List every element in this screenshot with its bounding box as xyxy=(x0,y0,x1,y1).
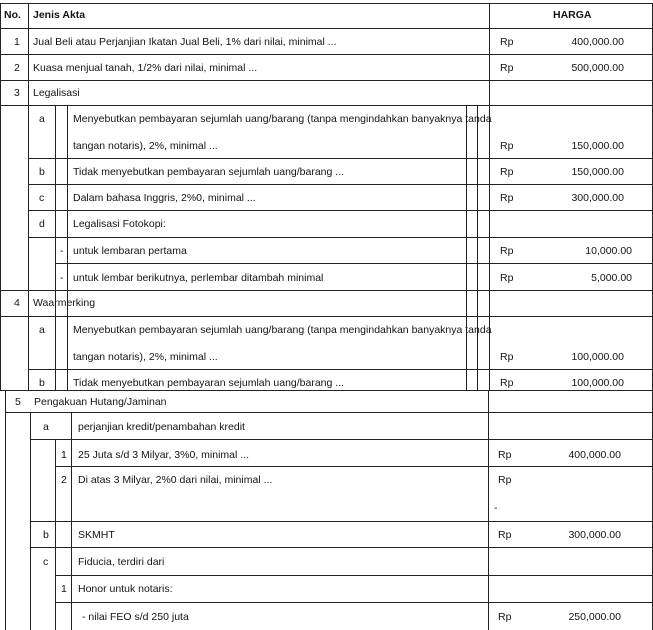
price-value: 300,000.00 xyxy=(571,192,624,204)
row-divider xyxy=(55,602,653,603)
row-number: 1 xyxy=(14,36,20,48)
row-description: - nilai FEO s/d 250 juta xyxy=(82,611,189,623)
price-value: 150,000.00 xyxy=(571,140,624,152)
dash-marker: - xyxy=(494,502,498,514)
row-divider xyxy=(55,466,653,467)
dash-marker: - xyxy=(60,245,64,257)
row-description: tangan notaris), 2%, minimal ... xyxy=(73,140,218,152)
row-description: Legalisasi Fotokopi: xyxy=(73,218,166,230)
currency-label: Rp xyxy=(498,529,512,541)
row-divider xyxy=(0,316,653,317)
col-divider xyxy=(488,390,489,630)
currency-label: Rp xyxy=(498,611,512,623)
row-description: Legalisasi xyxy=(33,87,80,99)
dash-marker: - xyxy=(60,272,64,284)
row-description: SKMHT xyxy=(78,529,115,541)
currency-label: Rp xyxy=(498,474,512,486)
price-value: 400,000.00 xyxy=(571,36,624,48)
sub-letter: b xyxy=(43,529,49,541)
header-no: No. xyxy=(4,9,21,21)
row-divider xyxy=(5,412,653,413)
sub-letter: c xyxy=(39,192,45,204)
row-divider xyxy=(30,439,653,440)
currency-label: Rp xyxy=(500,36,514,48)
sub-number: 1 xyxy=(61,449,67,461)
currency-label: Rp xyxy=(500,140,514,152)
sub-letter: a xyxy=(39,324,45,336)
header-harga: HARGA xyxy=(553,9,592,21)
col-divider xyxy=(71,412,72,630)
price-value: 100,000.00 xyxy=(571,351,624,363)
row-divider xyxy=(28,184,653,185)
row-description: Menyebutkan pembayaran sejumlah uang/barang (tanpa mengindahkan banyaknya tanda xyxy=(73,113,492,125)
row-description: untuk lembar berikutnya, perlembar ditambah minimal xyxy=(73,272,324,284)
row-divider xyxy=(30,547,653,548)
row-number: 3 xyxy=(14,87,20,99)
row-number: 2 xyxy=(14,62,20,74)
row-description: Waarmerking xyxy=(33,297,96,309)
row-divider xyxy=(0,54,653,55)
row-description: Pengakuan Hutang/Jaminan xyxy=(34,396,167,408)
currency-label: Rp xyxy=(498,449,512,461)
row-description: Kuasa menjual tanah, 1/2% dari nilai, minimal ... xyxy=(33,62,258,74)
row-number: 5 xyxy=(15,396,21,408)
col-divider xyxy=(477,105,478,390)
row-description: Dalam bahasa Inggris, 2%0, minimal ... xyxy=(73,192,256,204)
row-description: Fiducia, terdiri dari xyxy=(78,556,165,568)
row-divider xyxy=(30,521,653,522)
row-description: 25 Juta s/d 3 Milyar, 3%0, minimal ... xyxy=(78,449,249,461)
price-value: 250,000.00 xyxy=(568,611,621,623)
row-divider xyxy=(55,575,653,576)
header-jenis-akta: Jenis Akta xyxy=(33,9,86,21)
row-divider xyxy=(28,158,653,159)
price-value: 5,000.00 xyxy=(591,272,632,284)
row-divider xyxy=(55,263,653,264)
sub-letter: d xyxy=(39,218,45,230)
section-divider xyxy=(0,390,653,391)
col-divider xyxy=(466,105,467,390)
table-border xyxy=(5,390,6,630)
currency-label: Rp xyxy=(500,351,514,363)
row-description: Tidak menyebutkan pembayaran sejumlah uang/barang ... xyxy=(73,166,345,178)
sub-number: 2 xyxy=(61,474,67,486)
sub-letter: c xyxy=(43,556,49,568)
currency-label: Rp xyxy=(500,245,514,257)
price-value: 300,000.00 xyxy=(568,529,621,541)
sub-letter: a xyxy=(43,421,49,433)
row-description: Honor untuk notaris: xyxy=(78,583,173,595)
row-divider xyxy=(0,28,653,29)
col-divider xyxy=(67,105,68,390)
currency-label: Rp xyxy=(500,192,514,204)
price-value: 100,000.00 xyxy=(571,377,624,389)
price-value: 500,000.00 xyxy=(571,62,624,74)
row-description: untuk lembaran pertama xyxy=(73,245,187,257)
row-description: Jual Beli atau Perjanjian Ikatan Jual Beli, 1% dari nilai, minimal ... xyxy=(33,36,337,48)
col-divider xyxy=(30,412,31,630)
sub-number: 1 xyxy=(61,583,67,595)
table-border xyxy=(0,3,1,390)
row-description: perjanjian kredit/penambahan kredit xyxy=(78,421,245,433)
col-divider xyxy=(28,3,29,390)
row-description: tangan notaris), 2%, minimal ... xyxy=(73,351,218,363)
row-divider xyxy=(0,105,653,106)
row-divider xyxy=(28,210,653,211)
sub-letter: b xyxy=(39,377,45,389)
row-divider xyxy=(0,290,653,291)
row-description: Di atas 3 Milyar, 2%0 dari nilai, minimal ... xyxy=(78,474,273,486)
currency-label: Rp xyxy=(500,272,514,284)
row-divider xyxy=(28,237,653,238)
currency-label: Rp xyxy=(500,166,514,178)
currency-label: Rp xyxy=(500,377,514,389)
price-value: 150,000.00 xyxy=(571,166,624,178)
price-value: 10,000.00 xyxy=(585,245,632,257)
row-description: Tidak menyebutkan pembayaran sejumlah uang/barang ... xyxy=(73,377,345,389)
col-divider xyxy=(55,439,56,630)
sub-letter: a xyxy=(39,113,45,125)
row-description: Menyebutkan pembayaran sejumlah uang/barang (tanpa mengindahkan banyaknya tanda xyxy=(73,324,492,336)
col-divider xyxy=(55,105,56,390)
row-divider xyxy=(0,80,653,81)
row-divider xyxy=(28,369,653,370)
sub-letter: b xyxy=(39,166,45,178)
table-border xyxy=(0,3,653,4)
row-number: 4 xyxy=(14,297,20,309)
currency-label: Rp xyxy=(500,62,514,74)
price-value: 400,000.00 xyxy=(568,449,621,461)
